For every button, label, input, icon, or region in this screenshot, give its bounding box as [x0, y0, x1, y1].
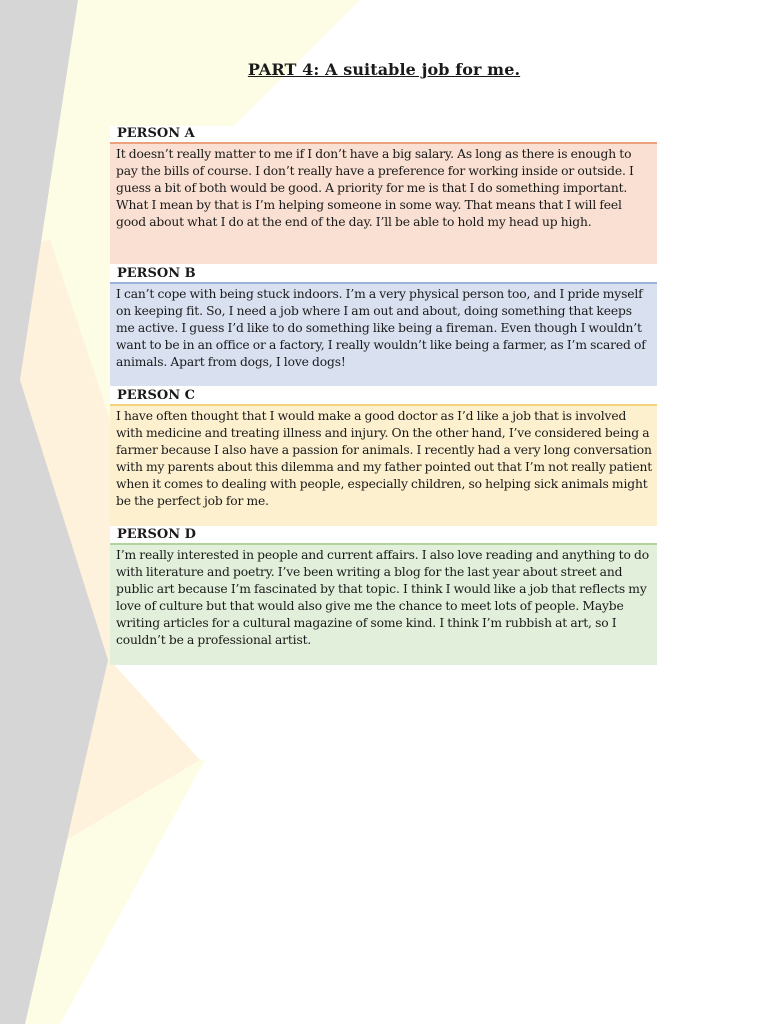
person-c-text: I have often thought that I would make a good doctor as I’d like a job that is involved with medicine and treating illness and injury. On the other hand, I’ve considered being a farmer because I also have a passion for animals. I recently had a very long conversation with my parents about this dilemma and my father pointed out that I’m not really patient when it comes to dealing with people, especially children, so helping sick animals might be the perfect job for me. — [110, 404, 657, 526]
person-d-label: PERSON D — [110, 527, 657, 543]
person-b-section — [110, 266, 657, 386]
person-a-text: It doesn’t really matter to me if I don’t have a big salary. As long as there is enough to pay the bills of course. I don’t really have a preference for working inside or outside. I guess a bit of both would be good. A priority for me is that I do something important. What I mean by that is I’m helping someone in some way. That means that I will feel good about what I do at the end of the day. I’ll be able to hold my head up high. — [110, 142, 657, 264]
person-c-label: PERSON C — [110, 388, 657, 404]
person-a-label: PERSON A — [110, 126, 657, 142]
person-d-section — [110, 527, 657, 665]
page-title: PART 4: A suitable job for me. — [247, 60, 521, 79]
person-b-label: PERSON B — [110, 266, 657, 282]
person-c-section — [110, 388, 657, 526]
person-b-text: I can’t cope with being stuck indoors. I’m a very physical person too, and I pride myself on keeping fit. So, I need a job where I am out and about, doing something that keeps me active. I guess I’d like to do something like being a fireman. Even though I wouldn’t want to be in an office or a factory, I really wouldn’t like being a farmer, as I’m scared of animals. Apart from dogs, I love dogs! — [110, 282, 657, 386]
person-d-text: I’m really interested in people and current affairs. I also love reading and anything to do with literature and poetry. I’ve been writing a blog for the last year about street and public art because I’m fascinated by that topic. I think I would like a job that reflects my love of culture but that would also give me the chance to meet lots of people. Maybe writing articles for a cultural magazine of some kind. I think I’m rubbish at art, so I couldn’t be a professional artist. — [110, 543, 657, 665]
person-a-section — [110, 126, 657, 264]
